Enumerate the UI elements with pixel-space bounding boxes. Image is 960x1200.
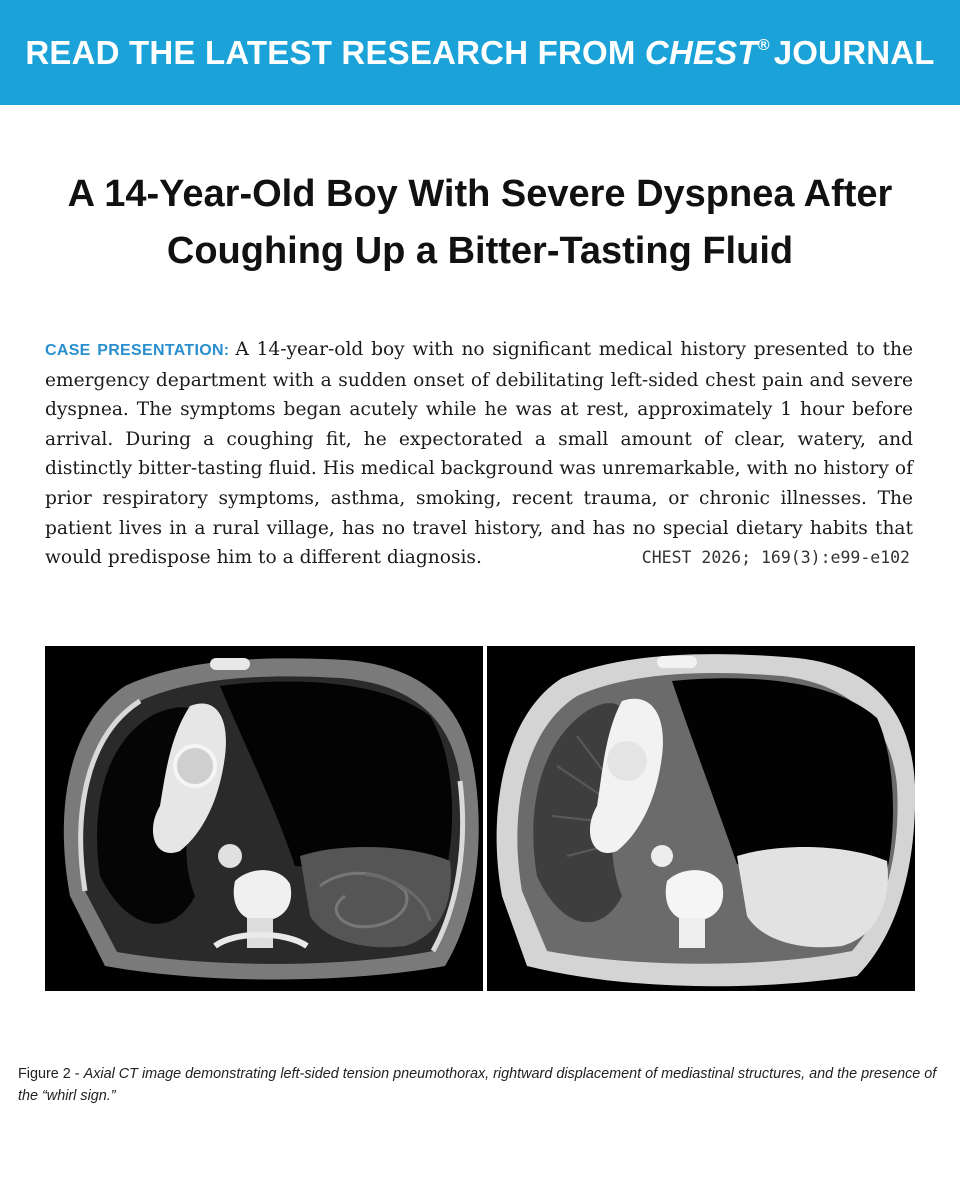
article-title: A 14-Year-Old Boy With Severe Dyspnea After Coughing Up a Bitter-Tasting Fluid [67, 173, 893, 272]
banner-suffix: JOURNAL [773, 33, 935, 71]
banner-journal: CHEST [644, 33, 758, 71]
figure-caption [18, 1063, 948, 1107]
case-presentation-label: CASE PRESENTATION: [45, 342, 230, 359]
top-banner [0, 0, 960, 105]
ct-image-mediastinal-window [45, 646, 483, 991]
citation: CHEST 2026; 169(3):e99-e102 [641, 548, 910, 567]
case-presentation-text: A 14-year-old boy with no significant medical history presented to the emergency department with a sudden onset of debilitating left-sided chest pain and severe dyspnea. The symptoms began acutely while he was at rest, approximately 1 hour before arrival. During a coughing fit, he expectorated a small amount of clear, watery, and distinctly bitter-tasting fluid. His medical background was unremarkable, with no history of prior respiratory symptoms, asthma, smoking, recent trauma, or chronic illnesses. The patient lives in a rural village, has no travel history, and has no special dietary habits that would predispose him to a different diagnosis. [45, 339, 913, 569]
case-presentation [45, 335, 913, 573]
banner-text [25, 34, 934, 72]
banner-prefix: READ THE LATEST RESEARCH FROM [25, 33, 645, 71]
registered-mark: ® [757, 36, 770, 54]
caption-text: Axial CT image demonstrating left-sided tension pneumothorax, rightward displacement of mediastinal structures, and the presence of the “whirl sign.” [18, 1066, 937, 1104]
ct-image-lung-window [487, 646, 915, 991]
caption-label: Figure 2 - [18, 1066, 84, 1082]
